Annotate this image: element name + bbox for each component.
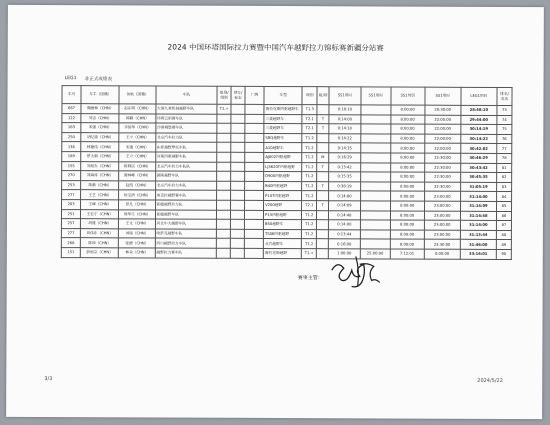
group-header [65,76,113,82]
table-cell [231,133,245,143]
column-header: SS1用时 [425,87,461,105]
table-cell: 88 [496,230,511,240]
table-cell [317,191,329,201]
table-cell: 31:46:00 [460,240,496,250]
table-cell: 蔡太朝（CHN） [81,152,119,162]
column-header: 组别/级别 [217,86,231,104]
table-cell: 23:00:00 [424,211,460,221]
table-cell: 23:30:00 [424,239,460,249]
table-cell [245,162,264,172]
table-cell [217,239,231,249]
table-cell: 189 [62,152,81,162]
table-cell: 257 [61,219,80,229]
table-cell: 82 [497,173,512,183]
table-cell: 277 [61,228,80,238]
table-cell: 河北中大越野车队 [155,219,217,229]
table-cell: 74 [497,115,512,125]
table-cell: SRQ越野车 [264,133,302,143]
table-cell: 奥克拉越野赛车队 [155,190,217,200]
table-cell: 28:48:10 [461,105,497,115]
table-cell [360,201,390,211]
table-cell: 北京汽车拉力队 [155,133,217,143]
table-cell: 胡纪晓（CHN） [81,132,119,142]
table-cell: 三菱越野车 [264,114,302,124]
column-header: SS1用时 [361,87,391,105]
table-cell: 31:14:09 [460,201,496,211]
table-cell [244,229,263,239]
table-cell [231,219,245,229]
table-cell: 253 [62,180,81,190]
table-cell: 王文（CHN） [119,219,155,229]
table-cell: B40四驱越野 [264,181,302,191]
table-cell: T1.+ [217,104,231,114]
table-cell: 0:14:09 [328,201,360,211]
table-cell [360,239,390,249]
table-cell: 胡雄（CHN） [81,219,119,229]
table-cell [245,152,264,162]
table-cell [217,181,231,191]
table-cell: T1.+ [302,249,317,259]
table-cell: 78 [497,153,512,163]
table-cell [231,210,245,220]
column-header: 厂牌 [245,86,264,104]
table-cell: 31:13:44 [460,230,496,240]
document-sheet [6,5,544,419]
table-cell [217,114,231,124]
table-cell: V200越野 [264,200,302,210]
table-cell: 8:00:00 [390,220,424,230]
table-cell [360,210,390,220]
signature-label: 赛事主管： [297,275,323,282]
column-header: 车号 [62,86,81,104]
table-cell: 23:00:00 [424,220,460,230]
table-row [61,247,511,259]
table-cell: 韩勤（CHN） [119,113,155,123]
table-cell: 151 [61,247,80,257]
table-cell: 0:13:42 [329,162,361,172]
table-cell: 81 [497,163,512,173]
table-cell [244,210,263,220]
table-cell: 林德伟（CHN） [81,142,119,152]
table-cell [217,162,231,172]
table-cell [231,162,245,172]
table-cell [244,239,263,249]
table-cell [245,172,264,182]
table-cell: AJ002四驱越野 [264,152,302,162]
table-cell [317,239,329,249]
table-cell: 8:00:00 [391,115,425,125]
table-cell [360,172,390,182]
table-cell [360,191,390,201]
table-cell: P13四驱越野 [264,210,302,220]
table-cell: 刘旭东（CHN） [81,161,119,171]
table-cell: 陈爵（CHN） [81,180,119,190]
table-cell: T [317,181,329,191]
table-cell: 北京汽车拉力车队队 [155,162,217,172]
table-cell [217,123,231,133]
table-cell [230,248,244,258]
table-cell: 刘瑞（CHN） [119,229,155,239]
column-header: 车手（国籍） [81,86,119,104]
table-cell: 183 [62,123,81,133]
table-cell [231,171,245,181]
table-cell: 22:00:00 [425,115,461,125]
table-cell: 王峰（CHN） [81,200,119,210]
table-cell [360,230,390,240]
table-cell: 8:00:00 [390,191,424,201]
table-cell [361,134,391,144]
table-cell [231,191,245,201]
table-cell: T1.2 [302,133,317,143]
table-cell: 667 [62,104,81,114]
table-cell: T1.2 [302,153,317,163]
table-cell: 陈坤（CHN） [80,238,118,248]
table-cell: 8:00:00 [390,143,424,153]
group-code: LEG1 [64,76,77,82]
table-cell: 75 [497,125,512,135]
table-cell [217,210,231,220]
table-cell: 86 [496,211,511,221]
document-title: 2024 中国环塔国际拉力赛暨中国汽车越野拉力锦标赛新疆分站赛 [167,42,384,53]
table-cell: 73 [497,105,512,115]
table-cell: 新疆越野车队 [155,210,217,220]
table-cell [231,200,245,210]
table-cell: 0:14:48 [328,210,360,220]
table-cell: 0:14:35 [329,143,361,153]
table-cell: 蔡凡（CHN） [119,200,155,210]
table-cell [317,143,329,153]
table-cell [245,124,264,134]
table-cell [217,133,231,143]
table-cell: 0:18:10 [329,105,361,115]
table-cell: 85 [496,201,511,211]
table-cell: D900四驱越野 [264,172,302,182]
table-cell: 0:15:35 [329,172,361,182]
column-header: SS1判罚 [391,87,425,105]
table-cell: 31:14:00 [460,192,496,202]
table-cell: LJ3620T四驱越野 [264,162,302,172]
table-cell [360,182,390,192]
column-header: 锁车/标志 [231,86,245,104]
table-cell [244,248,263,258]
table-cell: 宋强（CHN） [81,123,119,133]
table-cell: 四川越野拉力车队 [155,238,217,248]
table-cell [317,210,329,220]
table-cell: 250 [62,132,81,142]
table-cell: 23:00:00 [424,201,460,211]
table-cell: 22:30:00 [424,153,460,163]
table-cell [231,104,245,114]
table-cell: T [317,124,329,134]
table-cell: 刘海涛（CHN） [81,171,119,181]
table-cell: 89 [496,240,511,250]
table-cell: 0:16:29 [329,153,361,163]
table-cell: 陈利民（CHN） [119,161,155,171]
handwritten-signature [326,250,386,292]
table-cell: 哈萨克越野车队 [155,229,217,239]
table-cell: 0:14:18 [329,124,361,134]
table-cell: 25:00:00 [360,249,390,259]
table-cell [217,219,231,229]
table-cell: 76 [497,134,512,144]
table-cell [245,181,264,191]
table-cell [361,105,391,115]
column-header: LEG1用时 [461,87,497,105]
table-cell: 87 [496,221,511,231]
table-cell [317,172,329,182]
table-cell: 30:42:02 [461,144,497,154]
table-cell: 270 [62,171,81,181]
table-cell: 李国华（CHN） [119,123,155,133]
table-cell: 海拉克斯越野 [263,248,301,258]
table-cell: 30:43:42 [461,163,497,173]
table-cell [217,143,231,153]
table-cell: 8:00:00 [390,124,424,134]
table-cell [217,191,231,201]
column-header: 领航（国籍） [119,86,155,104]
table-cell: 77 [497,144,512,154]
table-cell: 环朔云雨赛车队 [155,114,217,124]
table-cell: A10越野车 [264,143,302,153]
table-cell: 新疆越野拉力队 [155,200,217,210]
table-cell: 刘伟东（CHN） [81,228,119,238]
table-cell: 8:00:00 [390,172,424,182]
table-cell: 8:00:00 [390,153,424,163]
table-cell [317,133,329,143]
table-cell: T1.2 [302,162,317,172]
table-cell: 1:00:00 [328,249,360,259]
table-cell: 203 [62,200,81,210]
table-cell [244,219,263,229]
page-number: 3/3 [44,375,53,383]
table-cell: 刘志（CHN） [81,113,119,123]
table-cell: 大漠九星机械越野车队 [156,104,218,114]
table-cell: 31:14:48 [460,211,496,221]
table-cell: 0:38:19 [329,181,361,191]
table-cell: 33:16:01 [460,249,496,259]
table-cell [360,220,390,230]
table-cell [231,143,245,153]
table-cell: 20:30:00 [425,105,461,115]
table-cell: 31:05:19 [460,182,496,192]
table-cell [361,162,391,172]
table-cell: 张德（CHN） [119,238,155,248]
table-cell: 三菱越野车 [264,124,302,134]
table-cell: T1.2 [302,239,317,249]
table-cell: 越野拉力赛车队 [155,248,217,258]
table-cell: T1.2 [302,143,317,153]
table-cell: 8:00:00 [391,105,425,115]
table-cell: 魏德林（CHN） [81,104,119,114]
table-cell: T2.1 [302,124,317,134]
table-cell: 122 [62,113,81,123]
column-header: 车型 [264,86,302,104]
table-cell [231,114,245,124]
results-table [61,85,513,259]
table-cell: 277 [62,190,81,200]
table-cell: 0:00:00 [424,249,460,259]
table-cell [317,220,329,230]
table-cell: 31:14:00 [460,220,496,230]
table-cell: T2.1 [302,201,317,211]
table-cell: 22:00:00 [424,134,460,144]
table-cell [230,229,244,239]
table-cell: 北京汽车拉力车队 [155,181,217,191]
table-cell [231,152,245,162]
table-cell: 王宏宇（CHN） [81,209,119,219]
table-cell: 东祥越野摩托车队 [155,142,217,152]
table-cell: 谢林峰（CHN） [119,171,155,181]
table-cell: T1.2 [302,172,317,182]
table-cell: 林朵（CHN） [119,248,155,258]
table-cell: 8:00:00 [390,211,424,221]
table-cell: T [317,201,329,211]
table-cell: 155 [62,161,81,171]
table-cell: 海拉克斯四驱越野车 [264,104,302,114]
table-cell: 0:14:00 [329,191,361,201]
table-cell: 河南四驱越野车队 [155,152,217,162]
table-cell: T [317,162,329,172]
table-cell: 22:30:00 [424,182,460,192]
table-cell: 王平（CHN） [119,133,155,143]
table-cell: 沙漠城堡赛车队 [155,123,217,133]
table-cell: 王立（CHN） [119,152,155,162]
table-cell: 8:00:00 [390,239,424,249]
table-cell: 30:45:35 [460,172,496,182]
table-cell: 22:30:00 [424,163,460,173]
table-cell: 0:14:22 [329,134,361,144]
table-cell: T1.2 [302,220,317,230]
table-cell: TS06四驱越野 [263,229,301,239]
table-cell: T1.3 [302,105,317,115]
table-cell: 23:00:00 [424,230,460,240]
table-cell [361,114,391,124]
table-cell: 0:13:44 [328,229,360,239]
table-cell [217,152,231,162]
table-cell: 268 [61,238,80,248]
table-cell: T1.2 [302,191,317,201]
table-cell [317,105,329,115]
table-cell [245,143,264,153]
table-cell [361,143,391,153]
table-cell: 0:14:00 [329,114,361,124]
column-header: 排名/名次 [497,87,512,105]
table-cell: T1.2 [302,229,317,239]
table-cell: T1.2 [302,210,317,220]
table-cell: 30:46:29 [461,153,497,163]
table-cell [244,191,263,201]
table-cell: M [317,153,329,163]
table-cell [217,171,231,181]
print-date: 2024/5/22 [477,377,503,384]
table-cell: 30:14:19 [461,124,497,134]
table-cell: 8:00:00 [390,230,424,240]
table-cell: P107四驱越野 [264,191,302,201]
table-cell [217,200,231,210]
group-name: 非正式成绩表 [84,77,113,83]
table-cell: 王艺（CHN） [81,190,119,200]
table-cell: 8:00:00 [390,163,424,173]
table-cell: T2.1 [302,114,317,124]
table-cell: 90 [496,249,511,259]
table-cell: 23:00:00 [424,191,460,201]
table-cell: 8:00:00 [390,201,424,211]
table-cell [217,248,231,258]
table-cell [244,200,263,210]
table-cell: 宋建（CHN） [119,142,155,152]
table-header-row [62,86,512,106]
table-cell [361,153,391,163]
table-cell: 22:00:00 [424,144,460,154]
table-cell [231,123,245,133]
table-cell: 赵凯（CHN） [119,181,155,191]
table-cell: T1.2 [302,181,317,191]
column-header: 车队 [156,86,218,104]
table-cell: 29:44:00 [461,115,497,125]
table-cell: 251 [61,209,80,219]
table-cell: 136 [62,142,81,152]
table-cell [230,239,244,249]
table-cell [317,229,329,239]
table-cell: 徐宝清（CHN） [119,190,155,200]
table-cell: 22:00:00 [425,124,461,134]
table-cell [245,114,264,124]
table-cell: T [317,114,329,124]
table-cell [245,104,264,114]
table-cell: 彭旭宗（CHN） [80,248,118,258]
table-cell [231,181,245,191]
table-cell: 0:16:00 [328,239,360,249]
table-cell [361,124,391,134]
table-cell: 22:30:00 [424,172,460,182]
table-cell [217,229,231,239]
table-cell: 8:00:00 [390,134,424,144]
column-header: SS1用时 [329,87,361,105]
table-cell: 湖南越野车队 [155,171,217,181]
table-cell: 83 [497,182,512,192]
table-cell: 8:00:00 [390,182,424,192]
column-header: 级别 [302,87,317,105]
table-cell: 北汽越野车 [263,239,301,249]
column-header: 组/别 [317,87,329,105]
table-cell: 邢华乐（CHN） [119,209,155,219]
table-cell: 赵东明（CHN） [119,104,155,114]
table-cell: 30:14:22 [461,134,497,144]
table-cell: B50越野车 [264,220,302,230]
table-cell: 84 [497,192,512,202]
table-cell [245,133,264,143]
table-cell: 7:12:01 [390,249,424,259]
table-cell: 0:14:00 [328,220,360,230]
